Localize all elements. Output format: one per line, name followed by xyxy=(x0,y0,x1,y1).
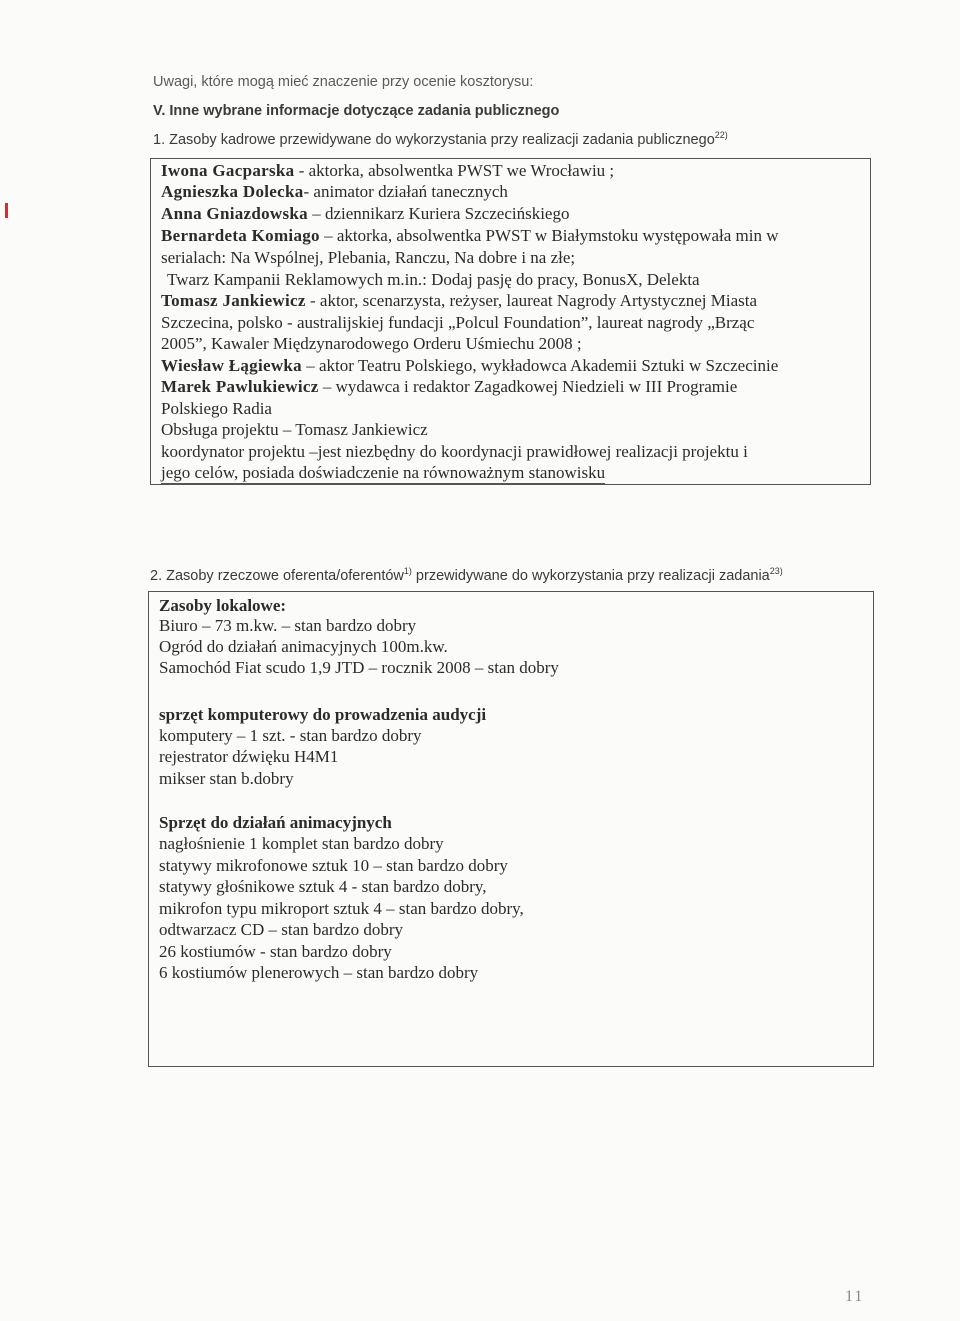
staff-line-7: Tomasz Jankiewicz - aktor, scenarzysta, reżyser, laureat Nagrody Artystycznej Miasta xyxy=(161,291,758,310)
staff-line-1: Iwona Gacparska - aktorka, absolwentka PWST we Wrocławiu ; xyxy=(161,161,615,180)
staff-line-10: Wiesław Łągiewka – aktor Teatru Polskiego, wykładowca Akademii Sztuki w Szczecinie xyxy=(161,356,779,375)
page-number: 11 xyxy=(845,1288,865,1305)
staff-line-14: koordynator projektu –jest niezbędny do koordynacji prawidłowej realizacji projektu i xyxy=(161,442,748,461)
computer-item-3: mikser stan b.dobry xyxy=(159,769,294,788)
staff-line-4: Bernardeta Komiago – aktorka, absolwentka PWST w Białymstoku występowała min w xyxy=(161,226,779,245)
local-resources-heading: Zasoby lokalowe: xyxy=(159,596,287,615)
local-item-2: Ogród do działań animacyjnych 100m.kw. xyxy=(159,637,448,656)
material-resources-box xyxy=(148,591,874,1067)
animation-item-7: 6 kostiumów plenerowych – stan bardzo dobry xyxy=(159,963,479,982)
staff-line-2: Agnieszka Dolecka- animator działań tanecznych xyxy=(161,182,508,201)
computer-item-1: komputery – 1 szt. - stan bardzo dobry xyxy=(159,726,422,745)
staff-line-5: serialach: Na Wspólnej, Plebania, Ranczu, Na dobre i na złe; xyxy=(161,248,576,267)
computer-equipment-heading: sprzęt komputerowy do prowadzenia audycji xyxy=(159,705,487,724)
staff-line-13: Obsługa projektu – Tomasz Jankiewicz xyxy=(161,420,428,439)
staff-line-9: 2005”, Kawaler Międzynarodowego Orderu Uśmiechu 2008 ; xyxy=(161,334,582,353)
staff-line-3: Anna Gniazdowska – dziennikarz Kuriera Szczecińskiego xyxy=(161,204,570,223)
animation-item-3: statywy głośnikowe sztuk 4 - stan bardzo dobry, xyxy=(159,877,487,896)
staff-line-12: Polskiego Radia xyxy=(161,399,272,418)
material-resources-heading: 2. Zasoby rzeczowe oferenta/oferentów$^{1)}$ przewidywane do wykorzystania przy realizacji zadania$^{23)}$ xyxy=(150,566,783,584)
footnote-ref-23: 23) xyxy=(769,566,783,576)
animation-equipment-heading: Sprzęt do działań animacyjnych xyxy=(159,813,392,832)
staff-line-8: Szczecina, polsko - australijskiej fundacji „Polcul Foundation”, laureat nagrody „Brząc xyxy=(161,313,755,332)
animation-item-5: odtwarzacz CD – stan bardzo dobry xyxy=(159,920,404,939)
footnote-ref-22: 22) xyxy=(714,130,728,140)
computer-item-2: rejestrator dźwięku H4M1 xyxy=(159,747,339,766)
local-item-3: Samochód Fiat scudo 1,9 JTD – rocznik 2008 – stan dobry xyxy=(159,658,559,677)
remarks-heading: Uwagi, które mogą mieć znaczenie przy ocenie kosztorysu: xyxy=(153,74,534,90)
animation-item-1: nagłośnienie 1 komplet stan bardzo dobry xyxy=(159,834,444,853)
staff-line-6: Twarz Kampanii Reklamowych m.in.: Dodaj pasję do pracy, BonusX, Delekta xyxy=(167,270,700,289)
footnote-ref-1: 1) xyxy=(403,566,412,576)
staff-line-15: jego celów, posiada doświadczenie na równoważnym stanowisku xyxy=(161,463,606,482)
animation-item-2: statywy mikrofonowe sztuk 10 – stan bardzo dobry xyxy=(159,856,508,875)
staff-resources-text: 1. Zasoby kadrowe przewidywane do wykorzystania przy realizacji zadania publicznego xyxy=(153,132,715,148)
margin-mark xyxy=(5,203,8,218)
staff-box xyxy=(150,158,871,485)
staff-resources-heading xyxy=(153,130,728,148)
section-v-heading: V. Inne wybrane informacje dotyczące zadania publicznego xyxy=(153,103,560,119)
animation-item-6: 26 kostiumów - stan bardzo dobry xyxy=(159,942,392,961)
animation-item-4: mikrofon typu mikroport sztuk 4 – stan bardzo dobry, xyxy=(159,899,524,918)
local-item-1: Biuro – 73 m.kw. – stan bardzo dobry xyxy=(159,616,417,635)
staff-line-11: Marek Pawlukiewicz – wydawca i redaktor Zagadkowej Niedzieli w III Programie xyxy=(161,377,738,396)
